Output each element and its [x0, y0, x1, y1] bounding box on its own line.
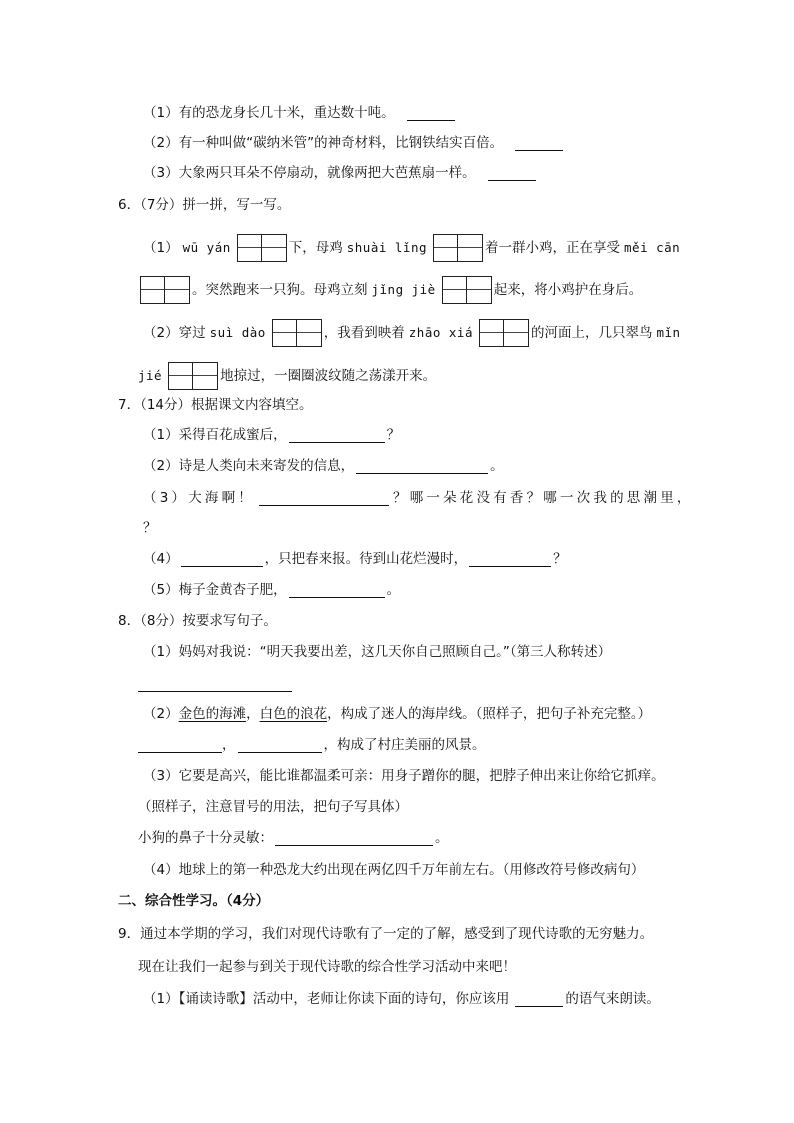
- q7-header-text: 7．（14分）根据课文内容填空。: [118, 397, 313, 413]
- q7-l4-mid: ，只把春来报。待到山花烂漫时，: [264, 551, 468, 567]
- q6-l1b: 下，母鸡: [288, 240, 343, 256]
- q7-l5-end: 。: [386, 582, 401, 598]
- pinyin-shuailing: shuài lǐng: [346, 240, 428, 255]
- q8-line-2-answer: [138, 733, 486, 757]
- q8-header-text: 8．（8分）按要求写句子。: [118, 613, 277, 629]
- q7-header: [118, 393, 313, 417]
- q8-blank-2[interactable]: [138, 738, 222, 753]
- section-2-text: 二、综合性学习。（4分）: [118, 893, 270, 909]
- q6-l1a: （1）: [143, 240, 179, 256]
- q7-line-2: [143, 454, 504, 478]
- q7-l5: （5）梅子金黄杏子肥，: [143, 582, 287, 598]
- q7-l1: （1）采得百花成蜜后，: [143, 427, 287, 443]
- q6-line-4: [138, 364, 436, 388]
- q7-l3-end: ？哪一朵花没有香？哪一次我的思潮里，: [393, 490, 694, 506]
- q8-l2-comma: ，: [246, 706, 260, 722]
- q6-header: [118, 193, 290, 217]
- q7-blank-6[interactable]: [289, 583, 385, 598]
- q6-l3c: 的河面上，几只翠鸟: [531, 325, 653, 341]
- q5-item-3-text: （3）大象两只耳朵不停扇动，就像两把大芭蕉扇一样。: [143, 165, 476, 181]
- pinyin-jie: jié: [138, 368, 163, 383]
- q6-l1c: 着一群小鸡，正在享受: [485, 240, 621, 256]
- q8-header: [118, 609, 277, 633]
- q8-l2-post: ，构成了迷人的海岸线。（照样子，把句子补充完整。）: [327, 706, 652, 722]
- pinyin-zhaoxia: zhāo xiá: [408, 325, 473, 340]
- section-2-heading: [118, 889, 269, 913]
- q7-l1-end: ？: [386, 427, 401, 443]
- q7-l3-cont: ？: [143, 520, 157, 536]
- pinyin-meican: měi cān: [624, 240, 681, 255]
- q7-blank-4[interactable]: [181, 552, 263, 567]
- q7-line-4: [143, 547, 567, 571]
- q9-l3-post: 的语气来朗读。: [565, 991, 660, 1007]
- q5-item-2-blank[interactable]: [515, 136, 563, 151]
- q8-l2-underlined-1: 金色的海滩: [178, 706, 247, 722]
- q8-line-4: [143, 858, 644, 882]
- writing-grid-wuyan[interactable]: [237, 234, 287, 262]
- q6-line-3: [143, 321, 685, 345]
- q8-line-3: [143, 764, 665, 788]
- q8-l2-underlined-2: 白色的浪花: [259, 706, 328, 722]
- q9-line-1: [118, 922, 653, 946]
- writing-grid-suidao[interactable]: [272, 319, 322, 347]
- writing-grid-meican[interactable]: [140, 276, 190, 304]
- pinyin-min: mǐn: [656, 325, 681, 340]
- q8-line-1-answer: [138, 672, 292, 696]
- q8-blank-4[interactable]: [275, 831, 433, 846]
- q7-l4-end: ？: [553, 551, 567, 567]
- q7-blank-2[interactable]: [356, 459, 488, 474]
- q6-l4b: 地掠过，一圈圈波纹随之荡漾开来。: [220, 368, 437, 384]
- q6-l3a: （2）穿过: [143, 325, 206, 341]
- q7-blank-5[interactable]: [469, 552, 551, 567]
- q7-line-3-cont: [143, 516, 157, 540]
- q6-line-1: [143, 236, 684, 260]
- q7-blank-1[interactable]: [289, 428, 385, 443]
- q8-line-3c: [138, 826, 449, 850]
- q8-l4: （4）地球上的第一种恐龙大约出现在两亿四千万年前左右。（用修改符号修改病句）: [143, 862, 645, 878]
- pinyin-jingjie: jǐng jiè: [371, 282, 436, 297]
- pinyin-suidao: suì dào: [209, 325, 266, 340]
- q8-l3c: 小狗的鼻子十分灵敏：: [138, 830, 273, 846]
- q5-item-1: [143, 101, 457, 125]
- q8-l2-pre: （2）: [143, 706, 179, 722]
- q9-blank-1[interactable]: [515, 992, 563, 1007]
- q7-l2-end: 。: [490, 458, 504, 474]
- q7-l4: （4）: [143, 551, 179, 567]
- q8-l3: （3）它要是高兴，能比谁都温柔可亲：用身子蹭你的腿，把脖子伸出来让你给它抓痒。: [143, 768, 665, 784]
- q6-l2a: 。突然跑来一只狗。母鸡立刻: [192, 282, 368, 298]
- q8-blank-1[interactable]: [138, 677, 292, 692]
- q5-item-1-blank[interactable]: [407, 106, 455, 121]
- q9-l2: 现在让我们一起参与到关于现代诗歌的综合性学习活动中来吧！: [138, 959, 516, 975]
- q9-line-3: [143, 987, 660, 1011]
- q9-l3-pre: （1）【诵读诗歌】活动中，老师让你读下面的诗句，你应该用: [143, 991, 510, 1007]
- q6-line-2: [138, 278, 642, 302]
- q7-line-5: [143, 578, 400, 602]
- q7-l3: （3）大海啊！: [143, 490, 255, 506]
- q7-l2: （2）诗是人类向未来寄发的信息，: [143, 458, 355, 474]
- q8-l3b: （照样子，注意冒号的用法，把句子写具体）: [138, 799, 408, 815]
- q8-l1: （1）妈妈对我说：“明天我要出差，这几天你自己照顾自己。”（第三人称转述）: [143, 644, 612, 660]
- q8-l2b-sep: ，: [222, 737, 236, 753]
- q5-item-1-text: （1）有的恐龙身长几十米，重达数十吨。: [143, 105, 395, 121]
- writing-grid-zhaoxia[interactable]: [479, 319, 529, 347]
- q7-blank-3[interactable]: [259, 491, 389, 506]
- q7-line-3: [143, 486, 694, 510]
- q7-line-1: [143, 423, 400, 447]
- writing-grid-minjie[interactable]: [168, 362, 218, 390]
- pinyin-wuyan: wū yán: [182, 240, 231, 255]
- q9-l1: 9．通过本学期的学习，我们对现代诗歌有了一定的了解，感受到了现代诗歌的无穷魅力。: [118, 926, 654, 942]
- q8-line-2: [143, 702, 651, 726]
- q8-l2b-end: ，构成了村庄美丽的风景。: [323, 737, 486, 753]
- writing-grid-shuailing[interactable]: [433, 234, 483, 262]
- q9-line-2: [138, 955, 516, 979]
- writing-grid-jingjie[interactable]: [442, 276, 492, 304]
- q8-line-3b: [138, 795, 408, 819]
- q5-item-2: [143, 131, 565, 155]
- q5-item-3: [143, 161, 538, 185]
- q8-line-1: [143, 640, 611, 664]
- q5-item-3-blank[interactable]: [488, 166, 536, 181]
- q8-l3c-end: 。: [435, 830, 449, 846]
- q6-header-text: 6．（7分）拼一拼，写一写。: [118, 197, 291, 213]
- q8-blank-3[interactable]: [238, 738, 322, 753]
- q6-l2b: 起来，将小鸡护在身后。: [493, 282, 643, 298]
- q5-item-2-text: （2）有一种叫做“碳纳米管”的神奇材料，比钢铁结实百倍。: [143, 135, 504, 151]
- q6-l3b: ，我看到映着: [323, 325, 405, 341]
